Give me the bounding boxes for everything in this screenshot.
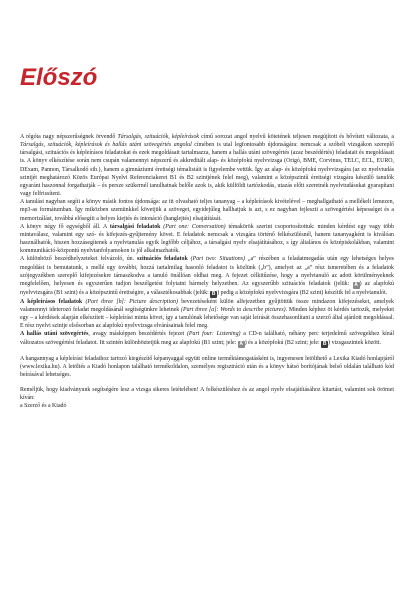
paragraph-structure: A könyv négy fő egységből áll. A társalgási feladatok (Part one: Conversation) témakörök szerint csoportosítottuk: minden kérdést egy vagy több mintaválasz, valamint egy szó- és kifejezés-gyűjtemény követ. E feladatok nemcsak a vizsgára történő felkészülésnél, hanem tananyagként is kiválóan használhatók, hiszen hozzásegítenek a nyelvtanulás egyik legfőbb céljához, a társalgási nyelv elsajátításához, s így általános és középiskolákban, valamint kommunikáció-központú nyelvtanfolyamokon is jól alkalmazhatók. (20, 223, 394, 255)
signature: a Szerző és a Kiadó (20, 403, 67, 410)
body-text (20, 133, 394, 411)
level-b-badge: B (211, 290, 216, 297)
paragraph-audio: A tanulást nagyban segíti a könyv másik fontos újdonsága: az itt olvasható teljes tananyag – a képleírások kivételével – meghallgatható a mellékelt lemezen, mp3-as formátumban. Így miközben szemünkkel követjük a szöveget, egyidejűleg hallhatjuk is azt, s ez nagyban fejleszti a szövegértési képességet és a memorizálást, továbbá elősegíti a helyes kiejtés és intonáció (hanglejtés) elsajátítását. (20, 199, 394, 222)
level-a-badge: A (239, 340, 244, 347)
page-title: Előszó (20, 64, 98, 91)
paragraph-closing: Reméljük, hogy kiadványunk segítségére lesz a vizsga sikeres letételében! A felkészüléshez és az angol nyelv elsajátításához kitartást, valamint sok örömet kíván: (20, 387, 394, 402)
paragraph-download: A hangannyag a képleírási feladathoz tartozó kiegészítő képanyaggal együtt online terméktámogatásként is, ingyenesen letölthető a Lexika Kiadó honlapjáról (www.lexika.hu). A letöltés a Kiadó honlapon található termékoldalon, személyes regisztráció után és a könyv hátsó borítójának belső oldalán található kód beírásával lehetséges. (20, 355, 394, 378)
paragraph-intro: A régóta nagy népszerűségnek örvendő Társalgás, szituációk, képleírások című sorozat angol nyelvű kötetének teljesen megújított és bővített változata, a Társalgás, szituációk, képleírások és hallás utáni szövegértés angolul címében is utal legfontosabb újdonságára: nemcsak a szóbeli vizsgákon szereplő társalgási, szituációs és képleírásos feladatokat és ezek megoldásait tartalmazza, hanem a hallás utáni szövegértés (azaz beszédértés) feladatait és megoldásait is. A könyv elkészítése során nem csupán valamennyi népszerű és akkreditált alap- és középfokú nyelvvizsga (Origó, BME, Corvinus, TELC, ECL, EURO, DExam, Pannon, Társalkodó stb.), hanem a gimnáziumi érettségi témalistáit is figyelembe vettük. Így az alap- és középfokú nyelvvizsgára (az ez nyelvtudás szintjét meghatározó Közös Európai Nyelvi Referenciakeret B1 és B2 szintjének felel meg), valamint a középszintű érettségi vizsgára készülő tanulók egyaránt haszonnal forgathatják – és persze szükernél tanulhatnak belőle azok is, akik külföldi tartózkodás, utazás előtt szeretnék nyelvtudásukat gyarapítani vagy felfrissíteni. (20, 134, 394, 198)
paragraph-situations: A különböző beszédhelyzeteket felvázoló, ún. szituációs feladatok (Part two: Situations) „a” részében a feladatmegadás után egy lehetséges helyes megoldást is bemutatunk, s mellé egy további, hozzá tartalmilag hasonló feladatot is közlünk („b”), amelyet az „a” rész ismeretében és a feladatok szójegyzékben szereplő kifejezésekre támaszkodva a tanuló önállóan oldhat meg. A fejezet célkitűzése, hogy a nyelvtanuló az adott körülményeknek megfelelően, helyesen és egyszerűen tudjon beszélgetést folytatni bármely helyzetben. Az egyszerűbb szituációs feladatok (jelük: A ) az alapfokú nyelvvizsgára (B1 szint) és a középszintű érettségire, a választékosabbak (jelük: B ) pedig a középfokú nyelvvizsgára (B2 szint) készítik fel a nyelvtanulót. A képleírásos feladatok (Part three [b]: Picture description) bevezetéseként külön alfejezetben gyűjtöttük össze mindazon kifejezéseket, amelyek valamennyi ideterozó feladat megoldásánál segítségünkre lehetnek (Part three [a]: Words to describe pictures). Minden képhez öt kérdés tartozik, melyeket egy – a kérdések alapján elkészített – képleírási minta követ, így a tanulónak lehetősége van saját leírását összehasonlítani a szerző által ajánlott megoldással. E rész nyelvi szintje elsősorban az alapfokú nyelvvizsga elvárásainak felel meg. A hallás utáni szövegértés, avagy másképpen beszédértés fejezet (Part four: Listening) a CD-n található, néhány perc terjedelmű szövegekhez kínál változatos szövegértési feladatot. Itt szintén különböztetjük meg az alapfokú (B1 szint; jele: A ) és a középfokú (B2 szint; jele: B ) vizsgaszintek között. (20, 256, 395, 347)
level-a-badge: A (354, 281, 358, 288)
level-b-badge: B (322, 340, 327, 347)
